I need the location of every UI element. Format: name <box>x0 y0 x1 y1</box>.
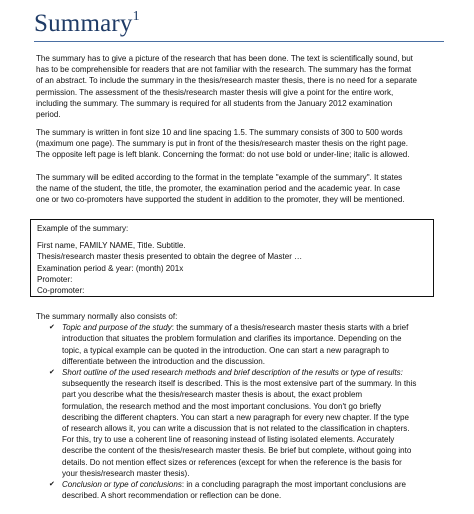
example-summary-box <box>30 219 434 297</box>
list-item-first-line <box>62 479 456 490</box>
example-line: Promoter: <box>37 274 73 284</box>
list-item-first-line <box>62 367 456 378</box>
text-line: For this, try to use a coherent line of reasoning instead of listing isolated elements. Accurately <box>62 435 395 445</box>
list-intro: The summary normally also consists of: <box>36 312 178 321</box>
text-line: details. Do not mention effect sizes or references (except for when the reference is the basis for <box>62 457 402 467</box>
text-line: (maximum one page). The summary is put in front of the thesis/research master thesis on the right page. <box>36 139 408 149</box>
bullet-icon: ✔ <box>49 369 55 377</box>
list-item-lead: Short outline of the used research methods and brief description of the results or type of results: <box>62 368 403 378</box>
text-line: describe the content of the thesis/research master thesis. Be brief but complete, without going into <box>62 446 412 456</box>
text-line: period. <box>36 110 61 120</box>
list-item-rest: : in a concluding paragraph the most important conclusions are <box>181 480 406 490</box>
text-line: permission. The assessment of the thesis/research master thesis will give a point for the entire work, <box>36 87 394 97</box>
list-item <box>36 322 456 367</box>
title-text: Summary <box>34 10 133 37</box>
text-line: The opposite left page is left blank. Concerning the format: do not use bold or under-line; italic is allowed. <box>36 150 410 160</box>
page-title <box>34 10 140 38</box>
text-line: The summary is written in font size 10 and line spacing 1.5. The summary consists of 300 to 500 words <box>36 128 403 137</box>
text-line: the name of the student, the title, the promoter, the examination period and the academic year. In case <box>36 184 401 194</box>
footnote-marker: 1 <box>132 8 140 24</box>
paragraph-format <box>36 127 446 161</box>
list-item-lead: Conclusion or type of conclusions <box>62 480 182 490</box>
text-line: your thesis/research master thesis). <box>62 468 190 478</box>
text-line: part you describe what the thesis/research master thesis is about, the exact problem <box>62 390 363 400</box>
text-line: The summary has to give a picture of the research that has been done. The text is scientifically sound, but <box>36 54 413 63</box>
example-line: First name, FAMILY NAME, Title. Subtitle. <box>37 241 186 251</box>
list-item <box>36 479 456 501</box>
example-line: Co-promoter: <box>37 286 85 296</box>
text-line: one or two co-promoters have supported the student in addition to the promoter, they will be mentioned. <box>36 195 405 205</box>
bullet-icon: ✔ <box>49 324 55 332</box>
example-line: Examination period & year: (month) 201x <box>37 263 184 273</box>
list-item-rest: : the summary of a thesis/research master thesis starts with a brief <box>171 323 409 333</box>
example-line: Thesis/research master thesis presented to obtain the degree of Master … <box>37 252 303 262</box>
paragraph-intro <box>36 53 446 120</box>
text-line: described. A short recommendation or reflection can be done. <box>62 491 282 501</box>
list-item-lead: Topic and purpose of the study <box>62 323 172 333</box>
summary-contents-list <box>36 311 456 501</box>
text-line: of research allows it, you can write a discussion that is not related to the classification in chapters. <box>62 424 410 434</box>
list-item <box>36 367 456 479</box>
text-line: of an abstract. To include the summary in the thesis/research master thesis, there is no need for a separate <box>36 76 417 86</box>
text-line: introduction that situates the problem formulation and clarifies its importance. Depending on the <box>62 334 402 344</box>
bullet-icon: ✔ <box>49 481 55 489</box>
text-line: differentiate between the introduction and the discussion. <box>62 356 265 366</box>
text-line: formulation, the research method and the most important conclusions. You don't go briefly <box>62 401 382 411</box>
list-item-first-line <box>62 322 456 333</box>
text-line: subsequently the research itself is described. This is the most extensive part of the summary. In this <box>62 379 417 389</box>
example-heading: Example of the summary: <box>37 224 129 233</box>
text-line: describing the different chapters. You can start a new paragraph for every new chapter. If the type <box>62 412 409 422</box>
text-line: topic, a typical example can be quoted in the introduction. One can start a new paragraph to <box>62 345 389 355</box>
text-line: has to be comprehensible for readers that are not familiar with the research. The summary has the format <box>36 65 412 75</box>
title-underline <box>34 41 444 42</box>
text-line: including the summary. The summary is required for all students from the January 2012 examination <box>36 98 393 108</box>
text-line: The summary will be edited according to the format in the template "example of the summary". It states <box>36 173 403 182</box>
paragraph-template <box>36 172 446 206</box>
